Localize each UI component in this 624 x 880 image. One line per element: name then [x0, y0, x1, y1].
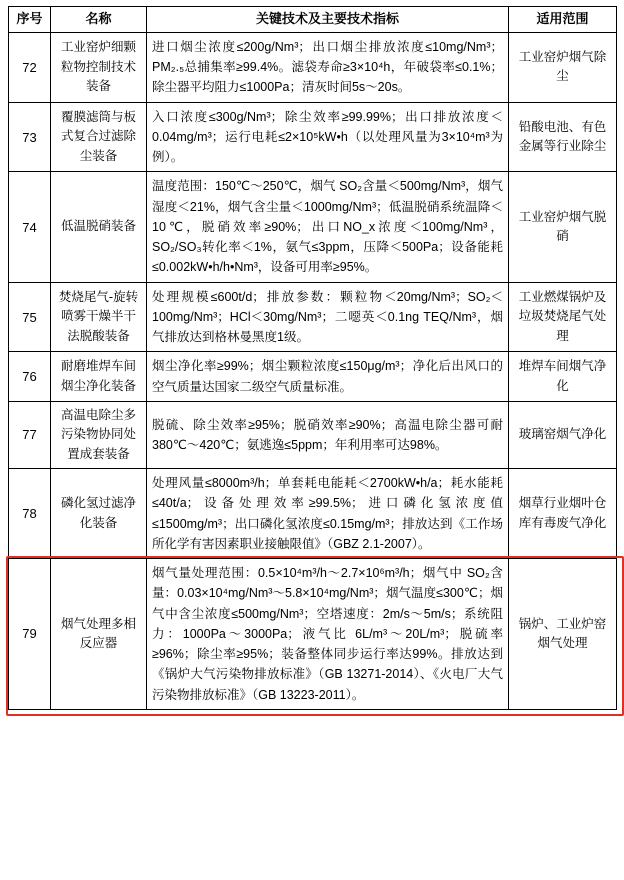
row-number: 75 [9, 282, 51, 352]
row-name: 焚烧尾气-旋转喷雾干燥半干法脱酸装备 [51, 282, 147, 352]
row-number: 79 [9, 559, 51, 710]
table-row [9, 102, 617, 172]
technology-catalog-table [8, 6, 617, 710]
row-number: 74 [9, 172, 51, 282]
row-scope: 玻璃窑烟气净化 [509, 401, 617, 468]
row-scope: 工业窑炉烟气脱硝 [509, 172, 617, 282]
table-row [9, 32, 617, 102]
row-number: 78 [9, 469, 51, 559]
row-number: 77 [9, 401, 51, 468]
row-name: 高温电除尘多污染物协同处置成套装备 [51, 401, 147, 468]
table-row [9, 282, 617, 352]
table-body [9, 32, 617, 709]
row-scope: 烟草行业烟叶仓库有毒废气净化 [509, 469, 617, 559]
row-name: 覆膜滤筒与板式复合过滤除尘装备 [51, 102, 147, 172]
table-row-highlighted [9, 559, 617, 710]
column-header-scope: 适用范围 [509, 7, 617, 33]
row-name: 低温脱硝装备 [51, 172, 147, 282]
table-row [9, 352, 617, 402]
column-header-no: 序号 [9, 7, 51, 33]
row-spec: 温度范围：150℃～250℃，烟气 SO₂含量＜500mg/Nm³，烟气湿度＜21%，烟气含尘量＜1000mg/Nm³；低温脱硝系统温降＜10℃，脱硝效率≥90%；出口NO_x浓度＜100mg/Nm³，SO₂/SO₃转化率＜1%，氨气≤3ppm，压降＜500Pa；设备能耗≤0.002kW•h/h•Nm³，设备可用率≥95%。 [147, 172, 509, 282]
column-header-spec: 关键技术及主要技术指标 [147, 7, 509, 33]
row-number: 73 [9, 102, 51, 172]
table-row [9, 172, 617, 282]
table-header [9, 7, 617, 33]
row-spec: 脱硫、除尘效率≥95%；脱硝效率≥90%；高温电除尘器可耐380℃～420℃；氨逃逸≤5ppm；年利用率可达98%。 [147, 401, 509, 468]
row-name: 工业窑炉细颗粒物控制技术装备 [51, 32, 147, 102]
row-number: 72 [9, 32, 51, 102]
row-scope: 工业燃煤锅炉及垃圾焚烧尾气处理 [509, 282, 617, 352]
row-scope: 工业窑炉烟气除尘 [509, 32, 617, 102]
table-row [9, 469, 617, 559]
row-scope: 堆焊车间烟气净化 [509, 352, 617, 402]
row-name: 耐磨堆焊车间烟尘净化装备 [51, 352, 147, 402]
column-header-name: 名称 [51, 7, 147, 33]
row-spec: 烟气量处理范围：0.5×10⁴m³/h～2.7×10⁶m³/h；烟气中 SO₂含量：0.03×10⁴mg/Nm³～5.8×10⁴mg/Nm³；烟气温度≤300℃；烟气中含尘浓度≤500mg/Nm³；空塔速度：2m/s～5m/s；系统阻力：1000Pa～3000Pa；液气比 6L/m³～20L/m³；脱硫率≥96%；除尘率≥95%；装备整体同步运行率达99%。排放达到《锅炉大气污染物排放标准》（GB 13271-2014）、《火电厂大气污染物排放标准》（GB 13223-2011）。 [147, 559, 509, 710]
row-spec: 烟尘净化率≥99%；烟尘颗粒浓度≤150μg/m³；净化后出风口的空气质量达国家二级空气质量标准。 [147, 352, 509, 402]
row-spec: 处理风量≤8000m³/h；单套耗电能耗＜2700kW•h/a；耗水能耗≤40t/a；设备处理效率≥99.5%；进口磷化氢浓度值≤1500mg/m³；出口磷化氢浓度≤0.15mg/m³；排放达到《工作场所化学有害因素职业接触限值》（GBZ 2.1-2007）。 [147, 469, 509, 559]
row-name: 烟气处理多相反应器 [51, 559, 147, 710]
row-scope: 铅酸电池、有色金属等行业除尘 [509, 102, 617, 172]
row-name: 磷化氢过滤净化装备 [51, 469, 147, 559]
row-spec: 处理规模≤600t/d；排放参数：颗粒物＜20mg/Nm³；SO₂＜100mg/Nm³；HCl＜30mg/Nm³；二噁英＜0.1ng TEQ/Nm³，烟气排放达到格林曼黑度1级。 [147, 282, 509, 352]
table-header-row [9, 7, 617, 33]
row-number: 76 [9, 352, 51, 402]
row-scope: 锅炉、工业炉窑烟气处理 [509, 559, 617, 710]
row-spec: 入口浓度≤300g/Nm³；除尘效率≥99.99%；出口排放浓度＜0.04mg/m³；运行电耗≤2×10⁵kW•h（以处理风量为3×10⁴m³为例）。 [147, 102, 509, 172]
table-row [9, 401, 617, 468]
row-spec: 进口烟尘浓度≤200g/Nm³；出口烟尘排放浓度≤10mg/Nm³；PM₂.₅总捕集率≥99.4%。滤袋寿命≥3×10⁴h，年破袋率≤0.1%；除尘器平均阻力≤1000Pa；清灰时间5s～20s。 [147, 32, 509, 102]
